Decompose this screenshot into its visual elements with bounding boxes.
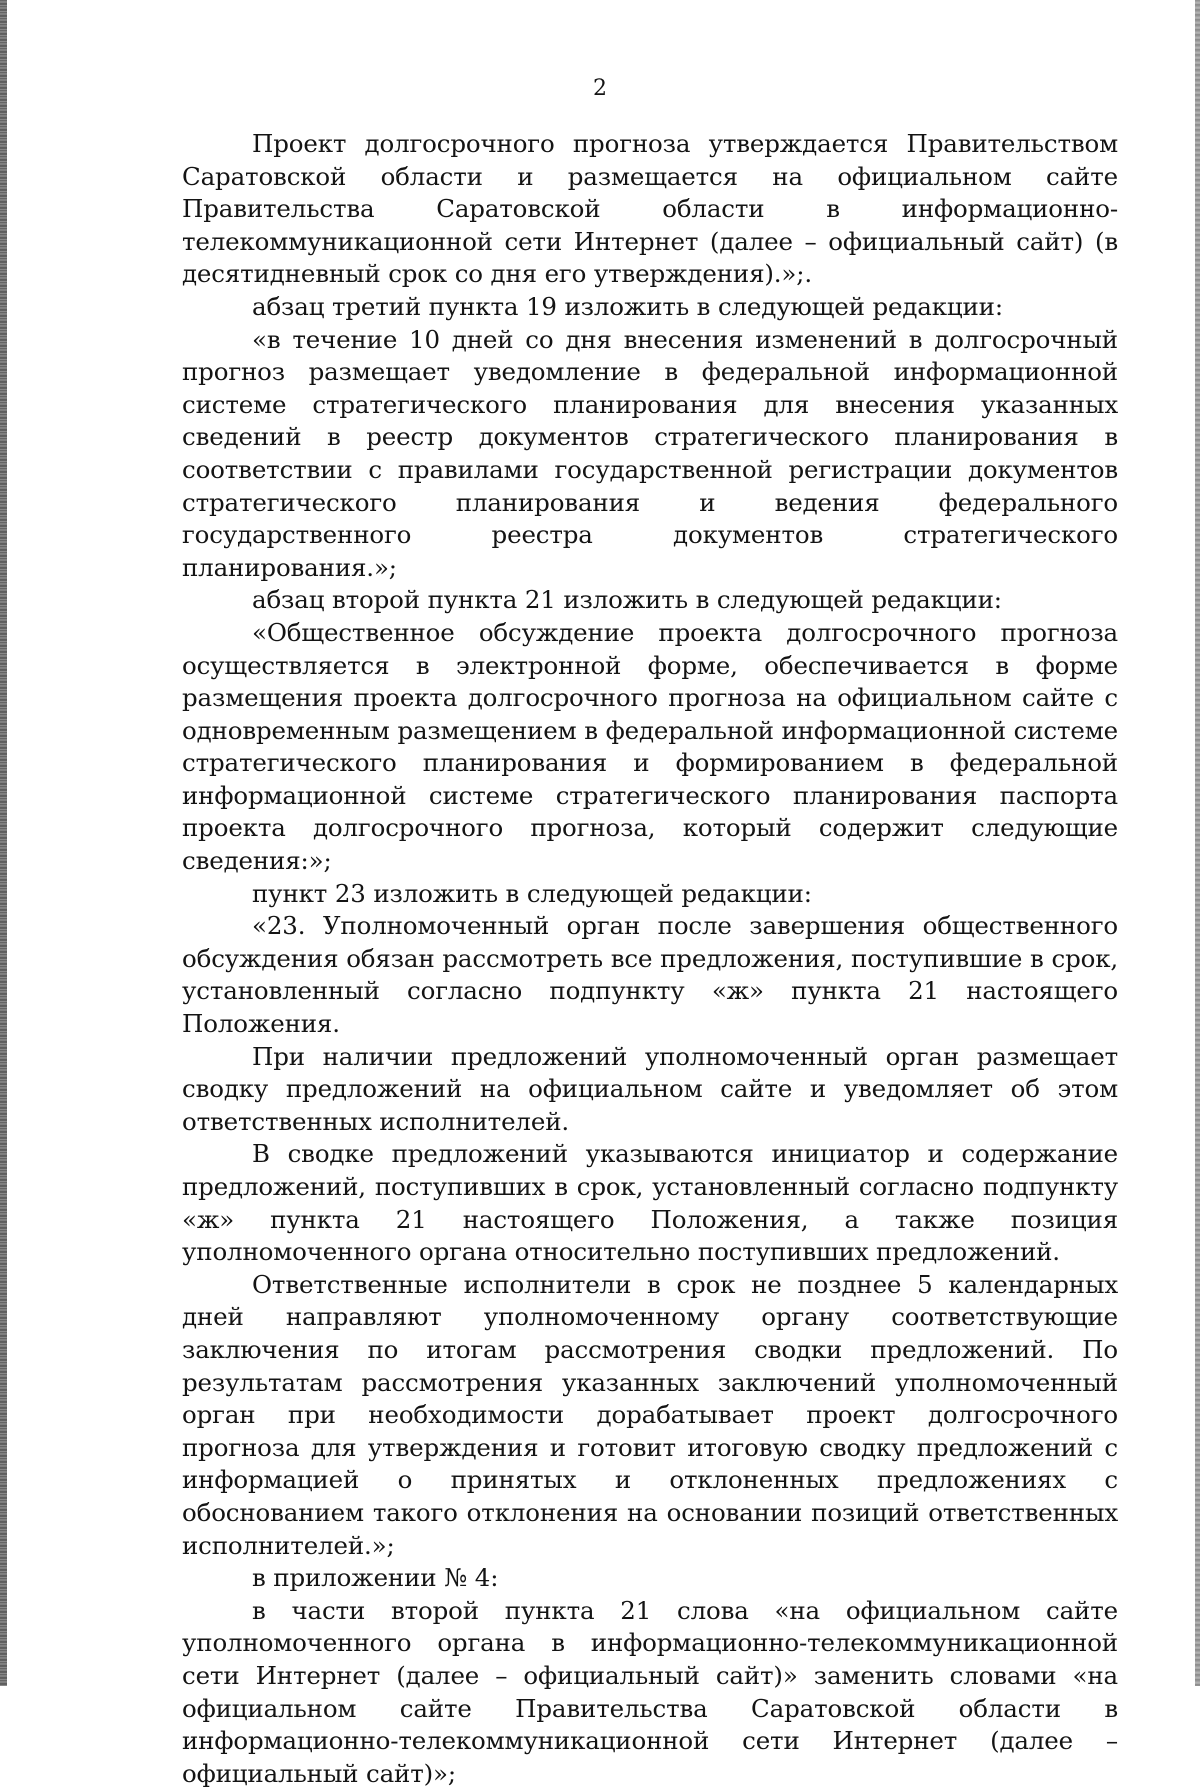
paragraph-item21-text: «Общественное обсуждение проекта долгосрочного прогноза осуществляется в электронной форме, обеспечивается в форме размещения проекта долгосрочного прогноза на официальном сайте с одновременным размещением в федеральной информационной системе стратегического планирования и формированием в федеральной информационной системе стратегического планирования паспорта проекта долгосрочного прогноза, который содержит следующие сведения:»;: [182, 617, 1118, 876]
paragraph-draft-approval: Проект долгосрочного прогноза утверждается Правительством Саратовской области и размещается на официальном сайте Правительства Саратовской области в информационно-телекоммуникационной сети Интернет (далее – официальный сайт) (в десятидневный срок со дня его утверждения).»;.: [182, 129, 1118, 289]
document-body: [182, 128, 1118, 1790]
paragraph-item19-instruction: абзац третий пункта 19 изложить в следующей редакции:: [252, 291, 1003, 321]
paragraph-summary-contents: В сводке предложений указываются инициатор и содержание предложений, поступивших в срок, установленный согласно подпункту «ж» пункта 21 настоящего Положения, а также позиция уполномоченного органа относительно поступивших предложений.: [182, 1139, 1118, 1267]
scan-edge-left: [0, 0, 7, 1686]
paragraph-item19-text: «в течение 10 дней со дня внесения изменений в долгосрочный прогноз размещает уведомление в федеральной информационной системе стратегического планирования для внесения указанных сведений в реестр документов стратегического планирования в соответствии с правилами государственной регистрации документов стратегического планирования и ведения федерального государственного реестра документов стратегического планирования.»;: [182, 324, 1118, 582]
paragraph-item21-instruction: абзац второй пункта 21 изложить в следующей редакции:: [252, 585, 1002, 615]
scan-edge-right: [1195, 0, 1200, 1686]
page-number: 2: [593, 76, 607, 101]
paragraph-appendix4-heading: в приложении № 4:: [252, 1563, 499, 1593]
paragraph-responsible-executors: Ответственные исполнители в срок не позднее 5 календарных дней направляют уполномоченному органу соответствующие заключения по итогам рассмотрения сводки предложений. По результатам рассмотрения указанных заключений уполномоченный орган при необходимости дорабатывает проект долгосрочного прогноза для утверждения и готовит итоговую сводку предложений с информацией о принятых и отклоненных предложениях с обоснованием такого отклонения на основании позиций ответственных исполнителей.»;: [182, 1269, 1118, 1560]
paragraph-item23-text: «23. Уполномоченный орган после завершения общественного обсуждения обязан рассмотреть все предложения, поступившие в срок, установленный согласно подпункту «ж» пункта 21 настоящего Положения.: [182, 911, 1118, 1039]
paragraph-item23-instruction: пункт 23 изложить в следующей редакции:: [252, 878, 812, 908]
paragraph-summary-posting: При наличии предложений уполномоченный орган размещает сводку предложений на официальном сайте и уведомляет об этом ответственных исполнителей.: [182, 1041, 1118, 1136]
paragraph-appendix4-item21: в части второй пункта 21 слова «на официальном сайте уполномоченного органа в информационно-телекоммуникационной сети Интернет (далее – официальный сайт)» заменить словами «на официальном сайте Правительства Саратовской области в информационно-телекоммуникационной сети Интернет (далее – официальный сайт)»;: [182, 1595, 1118, 1788]
